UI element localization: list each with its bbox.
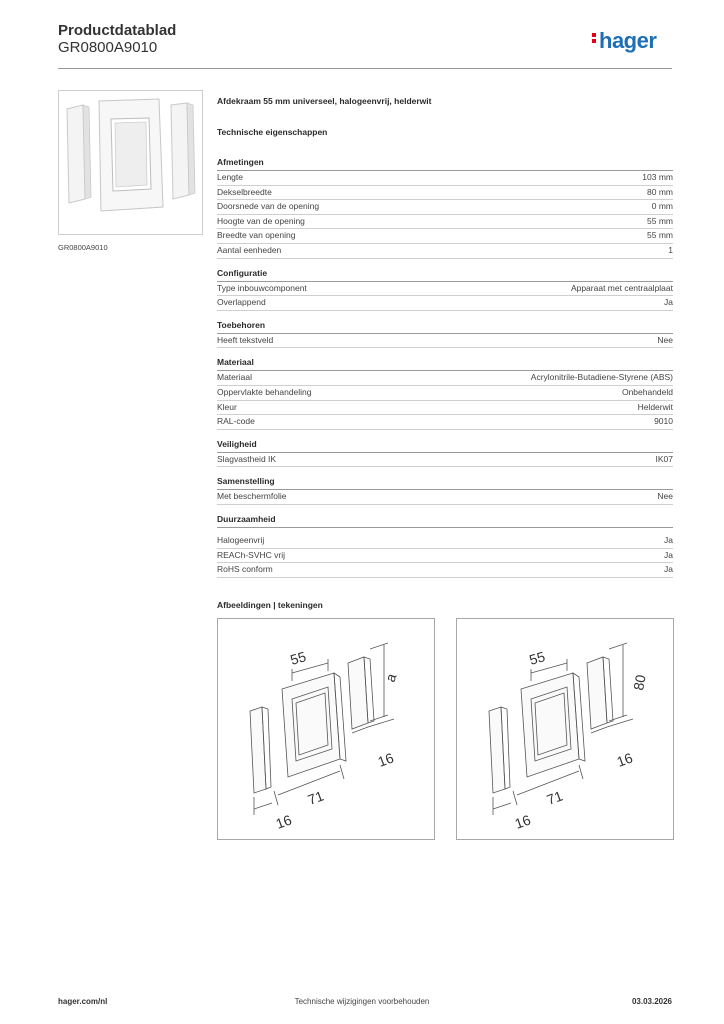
header-divider [58, 68, 672, 69]
spec-label: RAL-code [217, 416, 255, 427]
spec-label: Aantal eenheden [217, 244, 282, 255]
spec-group [217, 514, 673, 578]
dim-right-cap-label: 16 [375, 749, 396, 770]
page-title: Productdatablad [58, 22, 177, 39]
spec-row [217, 490, 673, 505]
dim-width-label: 71 [305, 787, 326, 808]
spec-label: Doorsnede van de opening [217, 201, 320, 212]
product-description: Afdekraam 55 mm universeel, halogeenvrij, helderwit [217, 96, 432, 106]
spec-group-title: Afmetingen [217, 157, 673, 171]
dimension-drawing-right [457, 619, 673, 839]
spec-group [217, 320, 673, 349]
spec-group-title: Veiligheid [217, 439, 673, 453]
spec-value: 103 mm [642, 172, 673, 182]
spec-group [217, 439, 673, 468]
spec-value: 0 mm [651, 201, 673, 212]
spec-value: 80 mm [647, 186, 673, 197]
spec-label: RoHS conform [217, 564, 273, 575]
spec-row [217, 282, 673, 297]
spec-row [217, 453, 673, 468]
spec-row [217, 186, 673, 201]
spec-value: 9010 [654, 416, 673, 427]
spec-value: Apparaat met centraalplaat [570, 282, 673, 293]
spec-group [217, 476, 673, 505]
dim-opening-label: 55 [527, 648, 547, 668]
specifications [217, 96, 673, 587]
spec-label: Materiaal [217, 372, 252, 383]
hager-logo [592, 28, 656, 54]
spec-label: Breedte van opening [217, 230, 296, 241]
spec-value: Nee [657, 491, 673, 502]
spec-value: 55 mm [647, 230, 673, 241]
spec-row [217, 244, 673, 259]
spec-label: Hoogte van de opening [217, 215, 305, 226]
spec-group-title: Configuratie [217, 268, 673, 282]
dim-side-label: 80 [630, 673, 649, 692]
dim-opening-label: 55 [288, 648, 308, 668]
spec-label: Halogeenvrij [217, 534, 265, 545]
spec-value: Ja [664, 297, 673, 308]
product-code: GR0800A9010 [58, 39, 158, 56]
footer-note: Technische wijzigingen voorbehouden [294, 997, 430, 1006]
spec-group-title: Materiaal [217, 357, 673, 371]
spec-row [217, 534, 673, 549]
spec-value: IK07 [655, 453, 673, 464]
logo-text: hager [599, 28, 657, 53]
spec-row [217, 386, 673, 401]
spec-group-title: Samenstelling [217, 476, 673, 490]
footer-date: 03.03.2026 [631, 997, 672, 1006]
spec-label: Met beschermfolie [217, 491, 287, 502]
dim-left-cap-label: 16 [512, 811, 533, 832]
drawings-title: Afbeeldingen | tekeningen [217, 600, 323, 610]
spec-row [217, 215, 673, 230]
spec-label: Heeft tekstveld [217, 334, 274, 345]
spec-row [217, 296, 673, 311]
dim-side-label: a [381, 671, 400, 685]
spec-row [217, 171, 673, 186]
photo-caption: GR0800A9010 [58, 243, 108, 252]
spec-group-title: Duurzaamheid [217, 514, 673, 528]
spec-row [217, 229, 673, 244]
spec-value: Nee [657, 334, 673, 345]
spec-value: Helderwit [637, 401, 673, 412]
spec-group [217, 357, 673, 429]
spec-value: Ja [664, 534, 673, 545]
section-title: Technische eigenschappen [217, 127, 328, 137]
spec-value: 1 [668, 244, 673, 255]
spec-group-title: Toebehoren [217, 320, 673, 334]
spec-value: Ja [664, 549, 673, 560]
spec-groups [217, 157, 673, 578]
spec-label: Slagvastheid IK [217, 453, 277, 464]
spec-row [217, 371, 673, 386]
spec-row [217, 200, 673, 215]
dim-right-cap-label: 16 [614, 749, 635, 770]
spec-row [217, 549, 673, 564]
spec-label: Oppervlakte behandeling [217, 386, 312, 397]
dim-width-label: 71 [544, 787, 565, 808]
spec-label: REACh-SVHC vrij [217, 549, 286, 560]
spec-label: Dekselbreedte [217, 186, 272, 197]
spec-label: Lengte [217, 172, 243, 182]
spec-value: Onbehandeld [621, 386, 673, 397]
footer-site-link[interactable]: hager.com/nl [58, 997, 108, 1006]
spec-row [217, 401, 673, 416]
spec-label: Overlappend [217, 297, 266, 308]
logo-dots-icon [592, 31, 597, 45]
spec-label: Type inbouwcomponent [217, 282, 307, 293]
drawing-left [217, 618, 435, 840]
spec-row [217, 563, 673, 578]
spec-value: 55 mm [647, 215, 673, 226]
spec-group [217, 268, 673, 311]
dimension-drawing-left [218, 619, 434, 839]
spec-row [217, 334, 673, 349]
spec-row [217, 415, 673, 430]
spec-value: Ja [664, 564, 673, 575]
drawing-right [456, 618, 674, 840]
spec-label: Kleur [217, 401, 237, 412]
product-photo [58, 90, 203, 235]
spec-value: Acrylonitrile-Butadiene-Styrene (ABS) [530, 372, 673, 383]
dim-left-cap-label: 16 [273, 811, 294, 832]
cover-frame-image [59, 91, 202, 234]
spec-group [217, 157, 673, 259]
